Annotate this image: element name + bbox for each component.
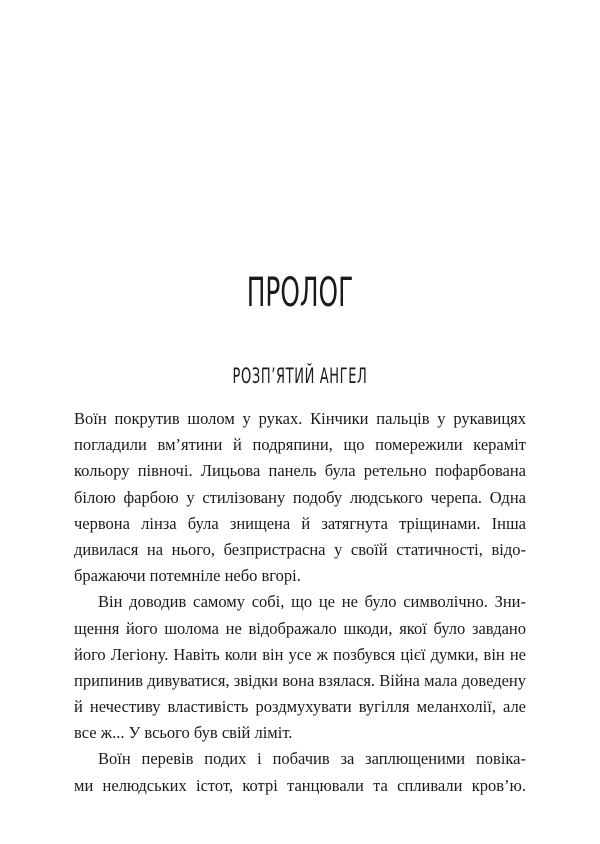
text-line: білою фарбою у стилізовану подобу людського черепа. Одна — [74, 487, 526, 507]
text-line: й нечестиву властивість роздмухувати вугілля меланхолії, але — [74, 697, 526, 717]
text-line: погладили вм’ятини й подряпини, що помережили кераміт — [74, 435, 526, 455]
text-line: щення його шолома не відображало шкоди, якої було завдано — [74, 618, 526, 638]
body-text — [74, 406, 526, 799]
text-line: Воїн покрутив шолом у руках. Кінчики пальців у рукавицях — [74, 409, 526, 428]
text-line: Він доводив самому собі, що це не було символічно. Зни- — [98, 592, 526, 612]
text-line: дивилася на нього, безпристрасна у своїй статичності, відо- — [74, 539, 526, 559]
text-line: кольору півночі. Лицьова панель була ретельно пофарбована — [74, 461, 526, 481]
text-line: бражаючи потемніле небо вгорі. — [74, 566, 301, 586]
chapter-title: ПРОЛОГ — [246, 270, 354, 316]
text-line: все ж... У всього був свій ліміт. — [74, 723, 293, 743]
text-line: Воїн перевів подих і побачив за заплющеними повіка- — [98, 749, 526, 769]
text-line: ми нелюдських істот, котрі танцювали та спливали кров’ю. — [74, 775, 526, 795]
chapter-subtitle: РОЗП’ЯТИЙ АНГЕЛ — [232, 364, 368, 388]
text-line: припинив дивуватися, звідки вона взялася. Війна мала доведену — [74, 670, 526, 690]
text-line: його Легіону. Навіть коли він усе ж позбувся цієї думки, він не — [74, 644, 526, 664]
text-line: червона лінза була знищена й затягнута тріщинами. Інша — [74, 513, 526, 533]
